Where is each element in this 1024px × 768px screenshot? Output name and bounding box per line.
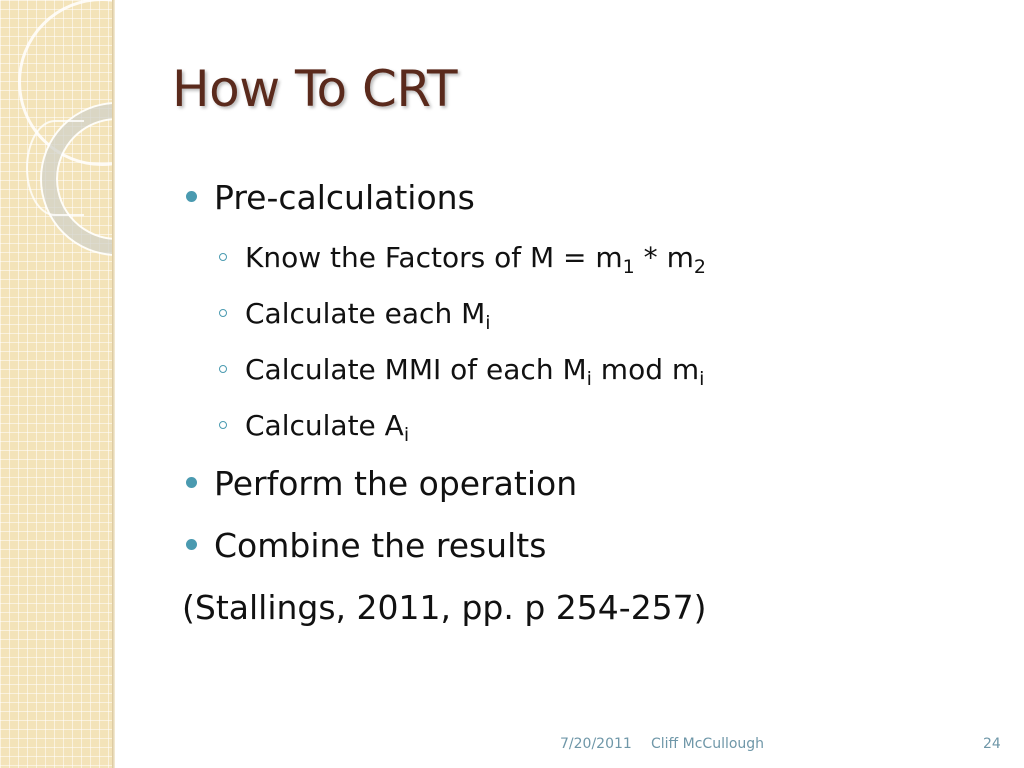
bullet-dot-icon [186,477,197,488]
subscript: i [699,368,705,390]
slide-content [182,174,982,632]
sub-bullet-text: * m [634,241,694,274]
sub-bullet-list [182,236,982,447]
sub-bullet-item [182,236,982,279]
subscript: 2 [693,256,706,278]
subscript: i [586,368,592,390]
bullet-ring-icon [219,309,227,317]
decorative-ring [26,120,84,216]
sub-bullet-item [182,348,982,391]
side-panel-edge [112,0,115,768]
sub-bullet-item [182,292,982,335]
bullet-ring-icon [219,421,227,429]
subscript: i [485,312,491,334]
sub-bullet-item [182,404,982,447]
sub-bullet-text: Calculate MMI of each M [245,353,587,386]
bullet-item [182,460,982,508]
citation: (Stallings, 2011, pp. p 254-257) [182,588,707,627]
decorative-side-panel [0,0,112,768]
bullet-item [182,522,982,570]
slide-number: 24 [983,736,1001,752]
bullet-item [182,174,982,222]
sub-bullet-text: Know the Factors of M = m [245,241,623,274]
subscript: 1 [622,256,635,278]
bullet-text: Perform the operation [214,464,578,503]
slide-title: How To CRT [172,60,458,118]
subscript: i [403,424,410,446]
bullet-ring-icon [219,365,227,373]
sub-bullet-text: Calculate each M [245,297,486,330]
bullet-text: Pre-calculations [214,178,475,217]
sub-bullet-text: Calculate A [245,409,404,442]
footer-author: Cliff McCullough [651,736,765,752]
bullet-dot-icon [186,539,197,550]
bullet-ring-icon [219,253,227,261]
bullet-text: Combine the results [214,526,547,565]
sub-bullet-text: mod m [591,353,700,386]
bullet-dot-icon [186,191,197,202]
footer-date: 7/20/2011 [560,736,632,752]
